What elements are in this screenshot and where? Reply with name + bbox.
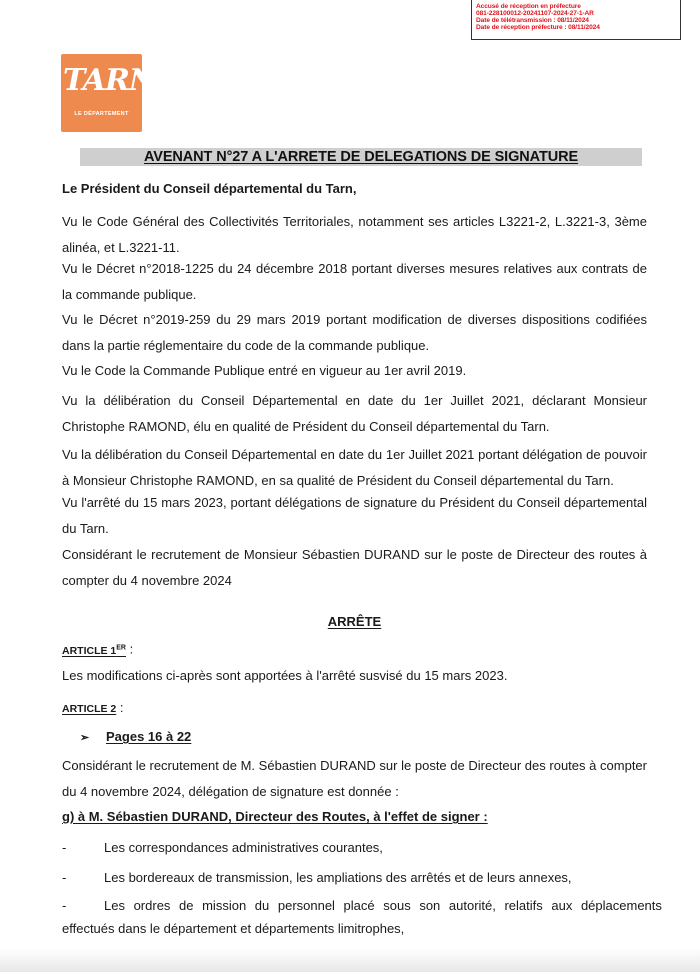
consideration-8: Considérant le recrutement de Monsieur Sébastien DURAND sur le poste de Directeur des routes à compter du 4 novembre 2024 [62, 547, 647, 588]
article-1-superscript: ER [116, 644, 126, 651]
logo-subtitle: LE DÉPARTEMENT [74, 111, 129, 117]
article-2-text: Considérant le recrutement de M. Sébastien DURAND sur le poste de Directeur des routes à compter du 4 novembre 2024, délégation de signature est donnée : [62, 758, 647, 799]
document-title-bar [80, 148, 642, 166]
logo-wordmark: TARN [63, 63, 156, 98]
dash-bullet-icon: - [62, 898, 67, 913]
consideration-3: Vu le Décret n°2019-259 du 29 mars 2019 portant modification de diverses dispositions codifiées dans la partie réglementaire du code de la commande publique. [62, 312, 647, 353]
preamble-heading: Le Président du Conseil départemental du Tarn, [62, 181, 357, 196]
article-1-label-text: ARTICLE 1 [62, 644, 117, 657]
consideration-2: Vu le Décret n°2018-1225 du 24 décembre 2018 portant diverses mesures relatives aux contrats de la commande publique. [62, 261, 647, 302]
article-1-heading [62, 635, 647, 664]
tarn-logo [61, 54, 156, 132]
stamp-line: Date de réception préfecture : 08/11/2024 [476, 24, 600, 31]
consideration-1: Vu le Code Général des Collectivités Territoriales, notamment ses articles L3221-2, L.3221-3, 3ème alinéa, et L.3221-11. [62, 214, 647, 255]
dash-bullet-icon: - [62, 870, 67, 885]
article-1-text: Les modifications ci-après sont apportées à l'arrêté susvisé du 15 mars 2023. [62, 668, 508, 683]
page-bottom-edge [0, 948, 700, 972]
article-2-label: ARTICLE 2 [62, 703, 117, 715]
list-item-continuation: effectués dans le département et départements limitrophes, [62, 921, 405, 936]
pages-range: Pages 16 à 22 [106, 729, 192, 744]
consideration-6: Vu la délibération du Conseil Départemental en date du 1er Juillet 2021 portant délégation de pouvoir à Monsieur Christophe RAMOND, en sa qualité de Président du Conseil départemental du Tarn. [62, 447, 647, 488]
stamp-line: Date de télétransmission : 08/11/2024 [476, 17, 589, 24]
pages-reference [80, 724, 665, 751]
list-item-text: Les correspondances administratives courantes, [104, 840, 383, 855]
prefecture-receipt-stamp [471, 0, 681, 40]
article-1-colon: : [126, 641, 134, 657]
delegate-heading [62, 804, 647, 830]
delegate-heading-text: g) à M. Sébastien DURAND, Directeur des Routes, à l'effet de signer : [62, 809, 488, 824]
consideration-5: Vu la délibération du Conseil Départemental en date du 1er Juillet 2021, déclarant Monsieur Christophe RAMOND, élu en qualité de Président du Conseil départemental du Tarn. [62, 393, 647, 434]
consideration-4: Vu le Code la Commande Publique entré en vigueur au 1er avril 2019. [62, 363, 467, 378]
article-2-colon: : [116, 700, 124, 715]
decree-heading-text: ARRÊTE [327, 614, 382, 629]
stamp-line: 081-228100012-20241107-2024-27-1-AR [476, 10, 594, 17]
arrow-bullet-icon: ➢ [80, 732, 90, 744]
consideration-7: Vu l'arrêté du 15 mars 2023, portant délégations de signature du Président du Conseil départemental du Tarn. [62, 495, 647, 536]
dash-bullet-icon: - [62, 840, 67, 855]
stamp-line: Accusé de réception en préfecture [476, 3, 581, 10]
decree-heading [62, 609, 647, 635]
list-item-text: Les bordereaux de transmission, les ampliations des arrêtés et de leurs annexes, [104, 870, 572, 885]
article-2-heading [62, 695, 647, 722]
list-item-text: Les ordres de mission du personnel placé sous son autorité, relatifs aux déplacements [104, 898, 662, 913]
document-title: AVENANT N°27 A L'ARRETE DE DELEGATIONS DE SIGNATURE [143, 149, 579, 165]
article-1-label [62, 645, 126, 657]
